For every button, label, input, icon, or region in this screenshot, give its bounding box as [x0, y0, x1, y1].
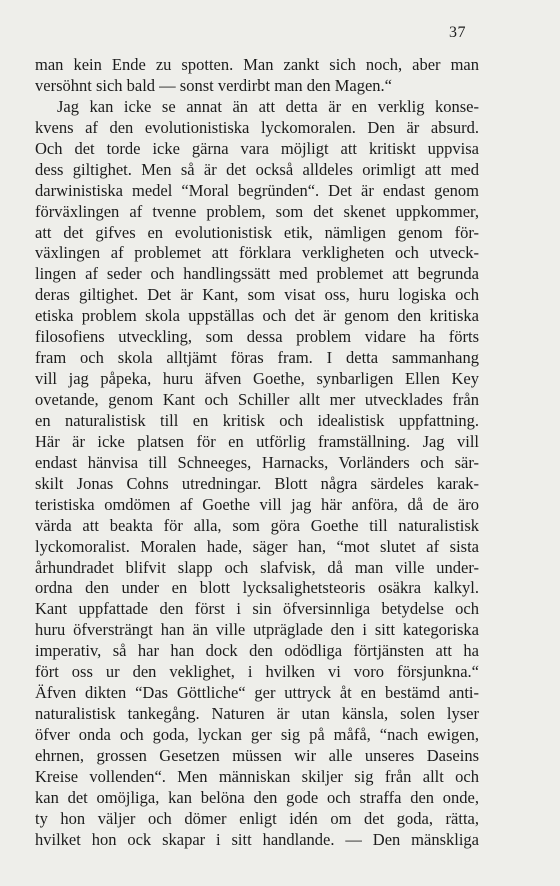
text-line: teristiska omdömen af Goethe vill jag här anföra, då de äro — [35, 494, 479, 514]
text-line: filosofiens utveckling, som dessa problem vidare ha förts — [35, 327, 479, 347]
text-line: kvens af den evolutionistiska lyckomoralen. Den är absurd. — [35, 117, 479, 137]
text-line: fört oss ur den veklighet, i hvilken vi voro försjunkna.“ — [35, 662, 479, 682]
text-line: naturalistisk tankegång. Naturen är utan känsla, solen lyser — [35, 704, 479, 724]
text-line: ty hon väljer och dömer enligt idén om det goda, rätta, — [35, 808, 479, 828]
text-line: århundradet blifvit slapp och slafvisk, då man ville under- — [35, 557, 479, 577]
text-line: fram och skola alltjämt föras fram. I detta sammanhang — [35, 348, 479, 368]
text-line: Här är icke platsen för en utförlig framställning. Jag vill — [35, 431, 479, 451]
text-line: växlingen af problemet att förklara verkligheten och utveck- — [35, 243, 479, 263]
text-line: endast hänvisa till Schneeges, Harnacks, Vorländers och sär- — [35, 452, 479, 472]
text-line: versöhnt sich bald — sonst verdirbt man den Magen.“ — [35, 75, 392, 95]
text-line: värda att beakta för alla, som göra Goethe till naturalistisk — [35, 515, 479, 535]
text-line: en naturalistisk till en kritisk och idealistisk uppfattning. — [35, 410, 479, 430]
text-line: Kant uppfattade den först i sin öfversinnliga betydelse och — [35, 599, 479, 619]
text-line: etiska problem skola uppställas och det är genom den kritiska — [35, 306, 479, 326]
text-line: dess giltighet. Men så är det också alldeles orimligt att med — [35, 159, 479, 179]
text-line: förväxlingen af tvenne problem, som det skenet uppkommer, — [35, 201, 479, 221]
text-line: skilt Jonas Cohns utredningar. Blott några särdeles karak- — [35, 473, 479, 493]
body-text — [35, 55, 479, 851]
text-line: ordna den under en blott lycksalighetsteoris osäkra kalkyl. — [35, 578, 479, 598]
text-line: imperativ, så har han dock den odödliga förtjänsten att ha — [35, 641, 479, 661]
text-line: att det gifves en evolutionistisk etik, nämligen genom för- — [35, 222, 479, 242]
text-line: Kreise vollenden“. Men människan skiljer sig från allt och — [35, 766, 479, 786]
text-line: Och det torde icke gärna vara möjligt att kritiskt uppvisa — [35, 138, 479, 158]
text-line: Jag kan icke se annat än att detta är en verklig konse- — [57, 96, 479, 116]
text-line: lyckomoralist. Moralen hade, säger han, “mot slutet af sista — [35, 536, 479, 556]
page-number: 37 — [449, 24, 466, 41]
text-line: huru öfversträngt han än ville utpräglade den i sitt kategoriska — [35, 620, 479, 640]
text-line: Äfven dikten “Das Göttliche“ ger uttryck åt en bestämd anti- — [35, 683, 479, 703]
text-line: deras giltighet. Det är Kant, som visat oss, huru logiska och — [35, 285, 479, 305]
text-line: kan det omöjliga, kan belöna den gode och straffa den onde, — [35, 787, 479, 807]
text-line: lingen af seder och handlingssätt med problemet att begrunda — [35, 264, 479, 284]
text-line: ehrnen, grossen Gesetzen müssen wir alle unseres Daseins — [35, 745, 479, 765]
text-line: öfver onda och goda, lyckan ger sig på måfå, “nach ewigen, — [35, 725, 479, 744]
text-line: man kein Ende zu spotten. Man zankt sich noch, aber man — [35, 55, 479, 74]
text-line: ovetande, genom Kant och Schiller allt mer utvecklades från — [35, 390, 479, 409]
text-line: hvilket hon ock skapar i sitt handlande. — Den mänskliga — [35, 829, 479, 849]
text-line: vill jag påpeka, huru äfven Goethe, synbarligen Ellen Key — [35, 369, 479, 389]
text-line: darwinistiska medel “Moral begründen“. Det är endast genom — [35, 180, 479, 200]
